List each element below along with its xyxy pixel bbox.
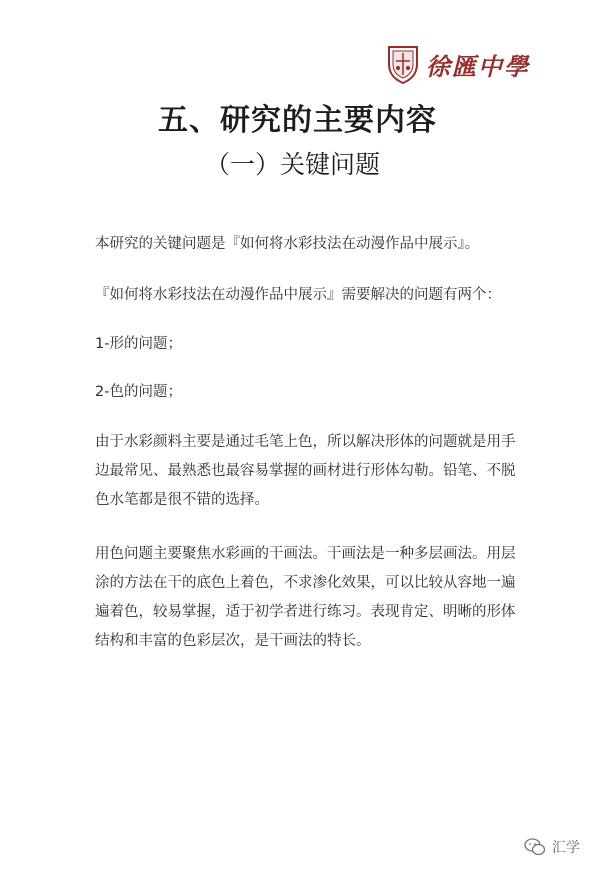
wechat-icon (524, 837, 546, 857)
section-subtitle: （一）关键问题 (205, 150, 381, 179)
paragraph-two-problems: 『如何将水彩技法在动漫作品中展示』需要解决的问题有两个： (95, 287, 501, 303)
section-title: 五、研究的主要内容 (158, 103, 437, 138)
school-crest-icon (386, 44, 420, 84)
school-name: 徐匯中學 (426, 51, 530, 81)
paragraph-color-solution: 用色问题主要聚焦水彩画的干画法。干画法是一种多层画法。用层涂的方法在干的底色上着色，不求渗化效果，可以比较从容地一遍遍着色，较易掌握，适于初学者进行练习。表现肯定、明晰的形体结构和丰富的色彩层次，是干画法的特长。 (95, 546, 516, 649)
watermark-text: 汇学 (552, 840, 580, 856)
list-item-color: 2-色的问题； (95, 384, 182, 400)
paragraph-key-question: 本研究的关键问题是『如何将水彩技法在动漫作品中展示』。 (95, 236, 480, 252)
wechat-watermark (524, 837, 580, 857)
paragraph-shape-solution: 由于水彩颜料主要是通过毛笔上色，所以解决形体的问题就是用手边最常见、最熟悉也最容易掌握的画材进行形体勾勒。铅笔、不脱色水笔都是很不错的选择。 (95, 434, 516, 508)
school-logo (386, 44, 530, 84)
list-item-shape: 1-形的问题； (95, 336, 182, 352)
